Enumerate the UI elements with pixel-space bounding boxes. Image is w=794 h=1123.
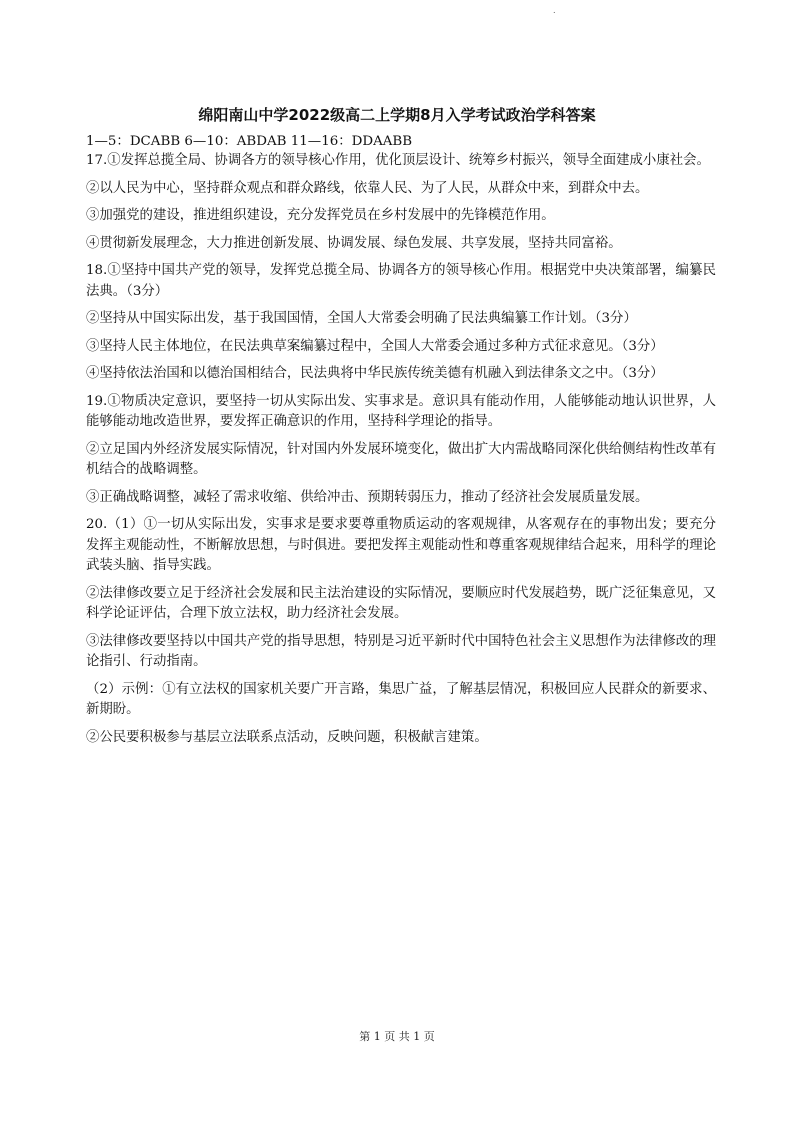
paragraph-q19-1: 19.①物质决定意识，要坚持一切从实际出发、实事求是。意识具有能动作用，人能够能动地认识世界，人能够能动地改造世界，要发挥正确意识的作用，坚持科学理论的指导。 bbox=[86, 393, 716, 429]
paragraph-q18-4: ④坚持依法治国和以德治国相结合，民法典将中华民族传统美德有机融入到法律条文之中。（3分） bbox=[86, 366, 664, 381]
paragraph-q19-2: ②立足国内外经济发展实际情况，针对国内外发展环境变化，做出扩大内需战略同深化供给侧结构性改革有机结合的战略调整。 bbox=[86, 441, 716, 477]
paragraph-q20-1-2: ②法律修改要立足于经济社会发展和民主法治建设的实际情况，要顺应时代发展趋势，既广泛征集意见，又科学论证评估，合理下放立法权，助力经济社会发展。 bbox=[86, 585, 716, 621]
answer-body bbox=[86, 134, 716, 748]
paragraph-q18-2: ②坚持从中国实际出发，基于我国国情，全国人大常委会明确了民法典编纂工作计划。（3分） bbox=[86, 311, 637, 326]
paragraph-q18-1: 18.①坚持中国共产党的领导，发挥党总揽全局、协调各方的领导核心作用。根据党中央决策部署，编纂民法典。（3分） bbox=[86, 263, 716, 299]
paragraph-q20-1-1: 20.（1）①一切从实际出发，实事求是要求要尊重物质运动的客观规律，从客观存在的事物出发；要充分发挥主观能动性，不断解放思想，与时俱进。要把发挥主观能动性和尊重客观规律结合起来，用科学的理论武装头脑、指导实践。 bbox=[86, 517, 716, 573]
document-title: 绵阳南山中学2022级高二上学期8月入学考试政治学科答案 bbox=[198, 106, 596, 124]
paragraph-q17-3: ③加强党的建设，推进组织建设，充分发挥党员在乡村发展中的先锋模范作用。 bbox=[86, 208, 555, 223]
page-footer: 第 1 页 共 1 页 bbox=[359, 1030, 435, 1043]
paragraph-q20-2-2: ②公民要积极参与基层立法联系点活动，反映问题，积极献言建策。 bbox=[86, 729, 488, 745]
paragraph-q18-3: ③坚持人民主体地位，在民法典草案编纂过程中，全国人大常委会通过多种方式征求意见。（3分） bbox=[86, 338, 664, 354]
paragraph-q17-4: ④贯彻新发展理念，大力推进创新发展、协调发展、绿色发展、共享发展，坚持共同富裕。 bbox=[86, 235, 622, 251]
paragraph-q17-1: 17.①发挥总揽全局、协调各方的领导核心作用，优化顶层设计、统筹乡村振兴，领导全面建成小康社会。 bbox=[86, 153, 710, 168]
choice-answers: 1—5：DCABB 6—10：ABDAB 11—16：DDAABB bbox=[86, 134, 413, 149]
paragraph-q20-2-1: （2）示例：①有立法权的国家机关要广开言路，集思广益，了解基层情况，积极回应人民群众的新要求、新期盼。 bbox=[86, 681, 716, 717]
corner-dot: . bbox=[553, 6, 556, 15]
paragraph-q20-1-3: ③法律修改要坚持以中国共产党的指导思想，特别是习近平新时代中国特色社会主义思想作为法律修改的理论指引、行动指南。 bbox=[86, 633, 716, 669]
paragraph-q17-2: ②以人民为中心，坚持群众观点和群众路线，依靠人民、为了人民，从群众中来，到群众中去。 bbox=[86, 180, 649, 196]
paragraph-q19-3: ③正确战略调整，减轻了需求收缩、供给冲击、预期转弱压力，推动了经济社会发展质量发展。 bbox=[86, 489, 649, 505]
